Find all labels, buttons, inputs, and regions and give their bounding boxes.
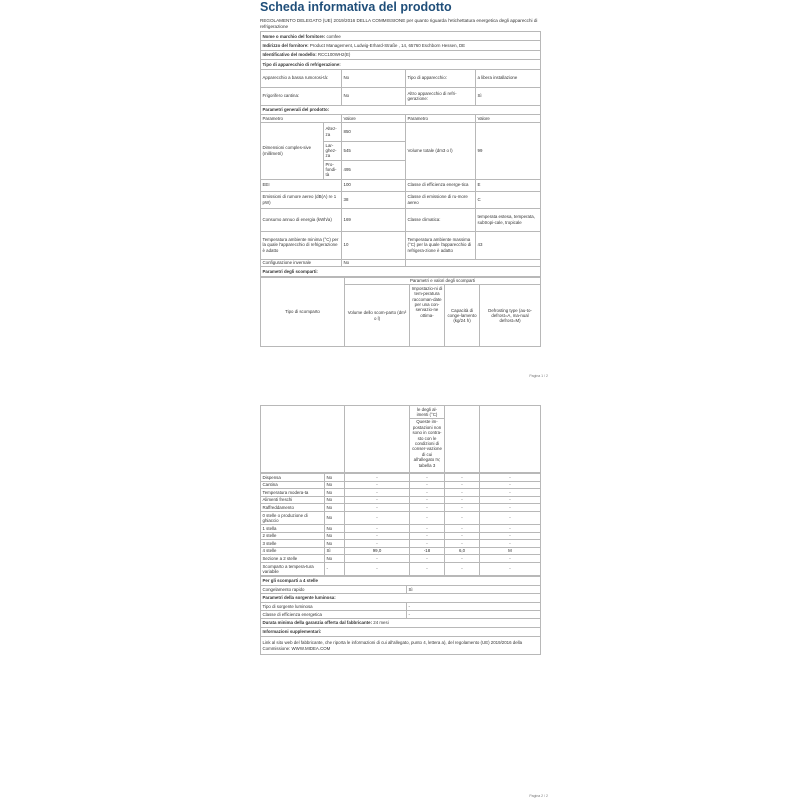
- warranty-value: 24 mesi: [373, 620, 389, 626]
- compartment-temp: -: [410, 511, 445, 524]
- compartment-temp: -18: [410, 547, 445, 555]
- compartment-present: No: [325, 504, 345, 512]
- compartment-name: 1 stella: [261, 524, 325, 532]
- light-heading: Parametri della sorgente luminosa:: [261, 593, 541, 602]
- additional-row: [261, 637, 541, 655]
- compartment-present: No: [325, 489, 345, 497]
- compartment-row: [261, 547, 541, 555]
- compartment-row: [261, 555, 541, 563]
- compartment-volume: -: [345, 511, 410, 524]
- compartment-temp: -: [410, 504, 445, 512]
- light-row: Tipo di sorgente luminosa -: [261, 603, 541, 611]
- compartment-defrost: -: [480, 532, 541, 540]
- compartment-name: Alimenti freschi: [261, 496, 325, 504]
- compartment-freeze: -: [445, 504, 480, 512]
- compartments-header-table: [260, 277, 541, 348]
- compartment-present: No: [325, 511, 345, 524]
- volume-value: 99: [476, 122, 541, 179]
- appliance-type-heading: Tipo di apparecchio di refrigerazione:: [261, 60, 541, 69]
- compartment-present: -: [325, 562, 345, 575]
- compartment-volume: -: [345, 489, 410, 497]
- compartment-volume: -: [345, 496, 410, 504]
- warranty-row: Durata minima della garanzia offerta dal fabbricante: 24 mesi: [261, 618, 541, 627]
- dimensions-label: Dimensioni comples-sive (millimetri): [261, 122, 324, 179]
- volume-label: Volume totale (dm3 o l): [406, 122, 476, 179]
- winter-row: Configurazione invernale No: [261, 259, 541, 267]
- freezing-header: Capacità di conge-lamento (kg/24 h): [445, 285, 480, 347]
- defrost-header: Defrosting type (au-to-defrost=A, ma-nual defrost=M): [480, 285, 541, 347]
- compartment-freeze: -: [445, 481, 480, 489]
- compartment-volume: -: [345, 524, 410, 532]
- compartment-row: [261, 474, 541, 482]
- temperature-header: Impostazio-ni di tem-peratura raccoman-date per una con-servazio-ne ottima-: [410, 285, 445, 347]
- compartment-row: [261, 562, 541, 575]
- compartment-name: 4 stelle: [261, 547, 325, 555]
- compartment-volume: -: [345, 532, 410, 540]
- compartment-row: [261, 511, 541, 524]
- compartment-defrost: -: [480, 504, 541, 512]
- compartment-defrost: -: [480, 562, 541, 575]
- values-group-header: Parametri e valori degli scomparti: [345, 277, 541, 285]
- compartment-defrost: -: [480, 524, 541, 532]
- address-row: Indirizzo del fornitore: Product Management, Ludwig-Erhard-Straße , 14, 65760 Eschborn Hessen, DE: [261, 41, 541, 50]
- compartments-group-row: [261, 277, 541, 285]
- compartments-header-continued: [261, 406, 541, 473]
- compartment-volume: -: [345, 504, 410, 512]
- compartment-defrost: -: [480, 474, 541, 482]
- compartment-name: Scomparto a tempera-tura variabile: [261, 562, 325, 575]
- appliance-row: Frigorifero cantina: No Altro apparecchio di refri-gerazione: Sì: [261, 87, 541, 105]
- compartment-present: Sì: [325, 547, 345, 555]
- dimension-row: Dimensioni comples-sive (millimetri) Altez-za 850 Volume totale (dm3 o l) 99: [261, 122, 541, 141]
- compartment-defrost: -: [480, 555, 541, 563]
- compartment-freeze: -: [445, 511, 480, 524]
- compartment-defrost: -: [480, 489, 541, 497]
- additional-text: Link al sito web del fabbricante, che riporta le informazioni di cui all'allegato, punto 4, lettera a), del regolamento (UE) 2019/2016 della Commissione: WWW.MIDEA.COM: [261, 637, 541, 655]
- compartment-present: No: [325, 481, 345, 489]
- dimension-row: Lar-ghez-za 545: [261, 141, 541, 160]
- supplier-row: Nome o marchio del fornitore: comfee: [261, 32, 541, 41]
- compartment-freeze: 6,0: [445, 547, 480, 555]
- compartment-defrost: M: [480, 547, 541, 555]
- page-title: Scheda informativa del prodotto: [260, 0, 452, 14]
- compartment-volume: -: [345, 555, 410, 563]
- page-number: Pagina 2 / 2: [529, 794, 548, 798]
- page-number: Pagina 1 / 2: [529, 374, 548, 378]
- compartment-present: No: [325, 496, 345, 504]
- volume-header: Volume dello scom-parto (dm³ o l): [345, 285, 410, 347]
- compartment-freeze: -: [445, 532, 480, 540]
- compartment-volume: -: [345, 481, 410, 489]
- dimension-row: Pro-fondi-tà 495: [261, 160, 541, 179]
- compartment-freeze: -: [445, 562, 480, 575]
- param-row: EEI 100 Classe di efficienza energe-tica E: [261, 179, 541, 191]
- param-row: Consumo annuo di energia (kWh/a) 169 Classe climatica: temperata estesa, temperata, subtropi-cale, tropicale: [261, 208, 541, 231]
- compartment-volume: -: [345, 562, 410, 575]
- compartment-freeze: -: [445, 540, 480, 548]
- compartment-defrost: -: [480, 496, 541, 504]
- compartment-freeze: -: [445, 496, 480, 504]
- compartment-freeze: -: [445, 555, 480, 563]
- compartment-name: 3 stelle: [261, 540, 325, 548]
- compartment-volume: -: [345, 474, 410, 482]
- info-table: [260, 31, 541, 277]
- compartment-name: Temperatura modera-ta: [261, 489, 325, 497]
- compartment-volume: -: [345, 540, 410, 548]
- footer-table: [260, 576, 541, 655]
- compartment-row: [261, 504, 541, 512]
- compartment-freeze: -: [445, 474, 480, 482]
- compartment-freeze: -: [445, 524, 480, 532]
- compartments-table: [260, 405, 541, 473]
- compartment-temp: -: [410, 555, 445, 563]
- compartment-name: 0 stelle o produzione di ghiaccio: [261, 511, 325, 524]
- compartment-row: [261, 524, 541, 532]
- compartment-freeze: -: [445, 489, 480, 497]
- compartment-present: No: [325, 555, 345, 563]
- compartment-temp: -: [410, 496, 445, 504]
- compartment-defrost: -: [480, 511, 541, 524]
- compartment-volume: 99,0: [345, 547, 410, 555]
- compartment-row: [261, 489, 541, 497]
- compartment-temp: -: [410, 532, 445, 540]
- light-row: Classe di efficienza energetica -: [261, 610, 541, 618]
- compartment-temp: -: [410, 481, 445, 489]
- temperature-header-continued: le degli al-imenti (°C): [416, 406, 438, 417]
- compartment-row: [261, 540, 541, 548]
- param-row: Temperatura ambiente minima (°C) per la quale l'apparecchio di refrigerazione è adatto 10 Temperatura ambiente massima (°C) per la quale l'apparecchio di refrigera-zione è adatto 43: [261, 231, 541, 259]
- compartment-temp: -: [410, 489, 445, 497]
- four-star-heading: Per gli scomparti a 4 stelle: [261, 576, 541, 585]
- supplier-value: comfee: [326, 33, 341, 39]
- address-value: Product Management, Ludwig-Erhard-Straße , 14, 65760 Eschborn Hessen, DE: [309, 42, 466, 48]
- fast-freeze-row: Congelamento rapido Sì: [261, 586, 541, 594]
- model-value: RCC100WH2(E): [317, 52, 351, 58]
- compartment-name: Sezione a 2 stelle: [261, 555, 325, 563]
- compartment-name: 2 stelle: [261, 532, 325, 540]
- compartments-heading: Parametri degli scomparti:: [261, 267, 541, 276]
- compartment-temp: -: [410, 540, 445, 548]
- regulation-text: REGOLAMENTO DELEGATO (UE) 2019/2016 DELLA COMMISSIONE per quanto riguarda l'etichettatura energetica degli apparecchi di refrigerazione: [260, 18, 538, 29]
- compartment-present: No: [325, 532, 345, 540]
- additional-heading: Informazioni supplementari:: [261, 627, 541, 636]
- compartment-present: No: [325, 524, 345, 532]
- compartment-present: No: [325, 474, 345, 482]
- page-1: [260, 0, 548, 395]
- compartment-row: [261, 532, 541, 540]
- page-2: [260, 405, 548, 800]
- param-row: Emissioni di rumore aereo (dB(A) re 1 pW) 38 Classe di emissione di ru-more aereo C: [261, 191, 541, 208]
- compartment-name: Cantina: [261, 481, 325, 489]
- compartment-name: Dispensa: [261, 474, 325, 482]
- compartment-name: Raffreddamento: [261, 504, 325, 512]
- compartment-row: [261, 496, 541, 504]
- temperature-note: Queste im-postazioni non sono in contra-sto con le condizioni di conser-vazione di cui all'allegato IV, tabella 3: [410, 418, 444, 468]
- compartment-type-header: Tipo di scomparto: [261, 277, 345, 347]
- general-params-heading: Parametri generali del prodotto:: [261, 105, 541, 114]
- compartment-present: No: [325, 540, 345, 548]
- compartment-row: [261, 481, 541, 489]
- params-header-row: Parametro Valore Parametro Valore: [261, 115, 541, 123]
- compartment-temp: -: [410, 524, 445, 532]
- compartment-temp: -: [410, 474, 445, 482]
- compartment-temp: -: [410, 562, 445, 575]
- appliance-row: Apparecchio a bassa rumorosi-tà: No Tipo di apparecchio: a libera installazione: [261, 69, 541, 87]
- model-row: Identificativo del modello: RCC100WH2(E): [261, 50, 541, 59]
- compartment-defrost: -: [480, 540, 541, 548]
- compartments-rows: [260, 473, 541, 576]
- compartment-defrost: -: [480, 481, 541, 489]
